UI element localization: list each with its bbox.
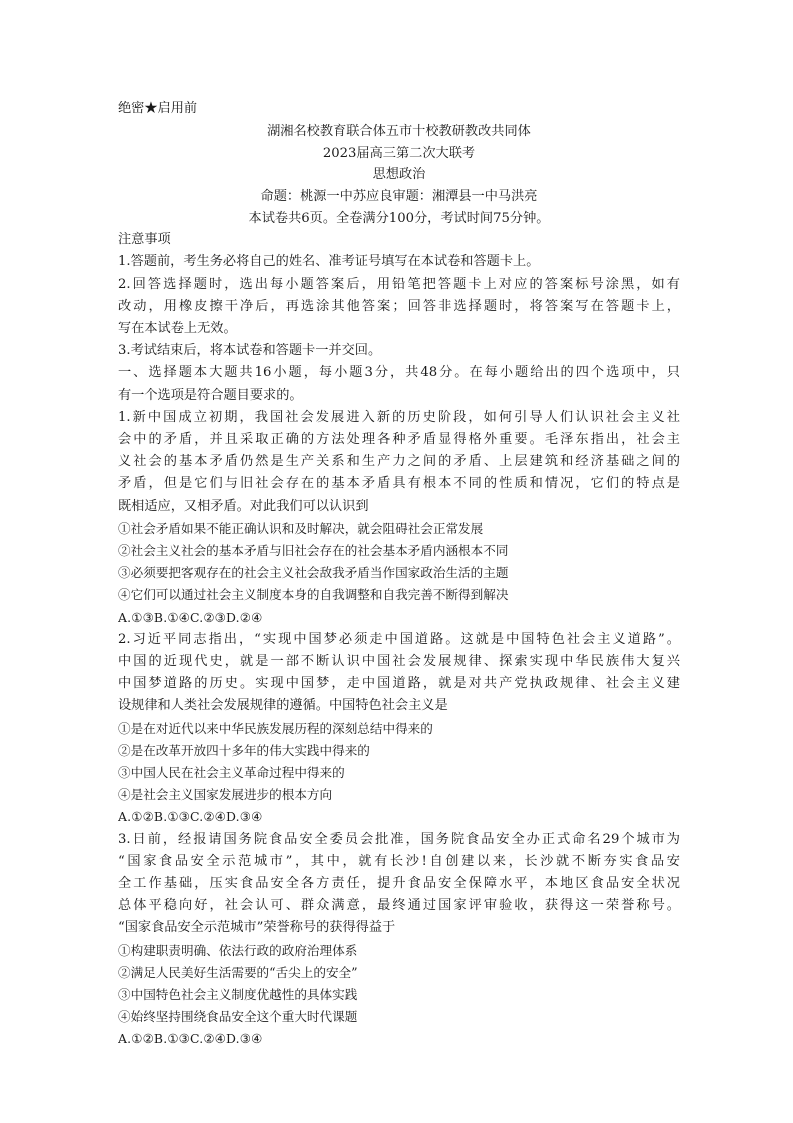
- exam-title: 2023届高三第二次大联考: [322, 145, 476, 161]
- answer-choices: A.①②B.①③C.②④D.③④: [118, 809, 263, 825]
- statement-option: ④它们可以通过社会主义制度本身的自我调整和自我完善不断得到解决: [118, 587, 509, 603]
- question-stem-line: 总体平稳向好，社会认可、群众满意，最终通过国家评审验收，获得这一荣誉称号。: [118, 898, 680, 914]
- statement-option: ④是社会主义国家发展进步的根本方向: [118, 787, 333, 803]
- statement-option: ①是在对近代以来中华民族发展历程的深刻总结中得来的: [118, 720, 433, 736]
- exam-page: [118, 98, 680, 1051]
- section-intro-line: 一、选择题本大题共16小题，每小题3分，共48分。在每小题给出的四个选项中，只: [118, 365, 680, 381]
- answer-choices: A.①②B.①③C.②④D.③④: [118, 1031, 263, 1047]
- statement-option: ②社会主义社会的基本矛盾与旧社会存在的社会基本矛盾内涵根本不同: [118, 543, 509, 559]
- notice-item: 2.回答选择题时，选出每小题答案后，用铅笔把答题卡上对应的答案标号涂黑，如有: [118, 276, 680, 292]
- section-one-intro: [118, 362, 680, 406]
- question-stem-line: “国家食品安全示范城市”，其中，就有长沙!自创建以来，长沙就不断夯实食品安: [118, 853, 680, 869]
- question-stem-line: 中国的近现代史，就是一部不断认识中国社会发展规律、探索实现中华民族伟大复兴: [118, 654, 680, 670]
- notice-item: 写在本试卷上无效。: [118, 320, 237, 336]
- question-stem-line: 2.习近平同志指出，“实现中国梦必须走中国道路。这就是中国特色社会主义道路”。: [118, 631, 680, 647]
- notice-section: [118, 229, 680, 362]
- question-2: [118, 629, 680, 829]
- notice-item: 1.答题前，考生务必将自己的姓名、准考证号填写在本试卷和答题卡上。: [118, 254, 540, 270]
- subject-title: 思想政治: [372, 167, 426, 183]
- statement-option: ④始终坚持围绕食品安全这个重大时代课题: [118, 1009, 358, 1025]
- statement-option: ②满足人民美好生活需要的“舌尖上的安全”: [118, 964, 358, 980]
- statement-option: ①构建职责明确、依法行政的政府治理体系: [118, 942, 358, 958]
- confidential-mark: 绝密★启用前: [118, 101, 198, 116]
- notice-item: 改动，用橡皮擦干净后，再选涂其他答案；回答非选择题时，将答案写在答题卡上，: [118, 298, 680, 314]
- organization-title: 湖湘名校教育联合体五市十校教研教改共同体: [267, 124, 531, 140]
- title-block: [118, 121, 680, 229]
- question-stem-line: 矛盾，但是它们与旧社会存在的基本矛盾具有根本不同的性质和情况，它们的特点是: [118, 476, 680, 492]
- question-stem-line: 3.日前，经报请国务院食品安全委员会批准，国务院食品安全办正式命名29个城市为: [118, 831, 680, 847]
- statement-option: ③中国人民在社会主义革命过程中得来的: [118, 765, 345, 781]
- question-stem-line: 中国梦道路的历史。实现中国梦，走中国道路，就是对共产党执政规律、社会主义建: [118, 676, 680, 692]
- authors-line: 命题：桃源一中苏应良审题：湘潭县一中马洪亮: [260, 188, 538, 204]
- statement-option: ③必须要把客观存在的社会主义社会敌我矛盾当作国家政治生活的主题: [118, 565, 509, 581]
- question-stem-line: 义社会的基本矛盾仍然是生产关系和生产力之间的矛盾、上层建筑和经济基础之间的: [118, 454, 680, 470]
- section-intro-line: 有一个选项是符合题目要求的。: [118, 387, 303, 403]
- question-3: [118, 829, 680, 1051]
- exam-info-line: 本试卷共6页。全卷满分100分，考试时间75分钟。: [248, 210, 550, 226]
- notice-item: 3.考试结束后，将本试卷和答题卡一并交回。: [118, 343, 382, 359]
- statement-option: ③中国特色社会主义制度优越性的具体实践: [118, 987, 358, 1003]
- question-1: [118, 407, 680, 629]
- question-stem-line: 全工作基础，压实食品安全各方责任，提升食品安全保障水平，本地区食品安全状况: [118, 876, 680, 892]
- notice-heading: 注意事项: [118, 232, 171, 248]
- question-stem-line: 1.新中国成立初期，我国社会发展进入新的历史阶段，如何引导人们认识社会主义社: [118, 409, 680, 425]
- question-stem-line: 既相适应，又相矛盾。对此我们可以认识到: [118, 498, 369, 514]
- question-stem-line: 会中的矛盾，并且采取正确的方法处理各种矛盾显得格外重要。毛泽东指出，社会主: [118, 432, 680, 447]
- statement-option: ②是在改革开放四十多年的伟大实践中得来的: [118, 742, 370, 758]
- statement-option: ①社会矛盾如果不能正确认识和及时解决，就会阻碍社会正常发展: [118, 520, 484, 536]
- answer-choices: A.①③B.①④C.②③D.②④: [118, 609, 263, 625]
- question-stem-line: 设规律和人类社会发展规律的遵循。中国特色社会主义是: [118, 698, 448, 714]
- question-stem-line: “国家食品安全示范城市”荣誉称号的获得得益于: [118, 920, 396, 936]
